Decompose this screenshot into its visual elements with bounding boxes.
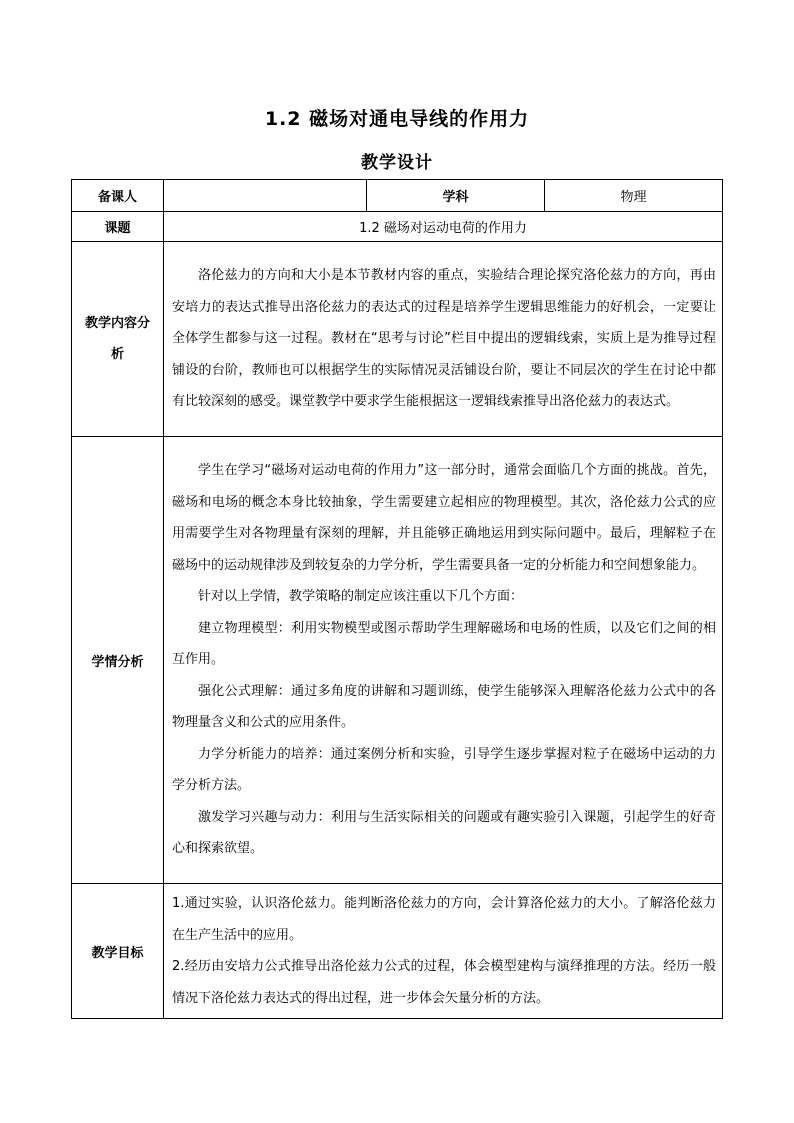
learner-analysis-row <box>72 437 723 884</box>
preparer-label: 备课人 <box>72 180 164 212</box>
document-subtitle: 教学设计 <box>361 153 433 173</box>
topic-label: 课题 <box>72 212 164 242</box>
subject-label: 学科 <box>367 180 545 212</box>
learner-analysis-text <box>164 437 723 884</box>
learner-analysis-paragraph: 学生在学习“磁场对运动电荷的作用力”这一部分时，通常会面临几个方面的挑战。首先，磁场和电场的概念本身比较抽象，学生需要建立起相应的物理模型。其次，洛伦兹力公式的应用需要学生对各物理量有深刻的理解，并且能够正确地运用到实际问题中。最后，理解粒子在磁场中的运动规律涉及到较复杂的力学分析，学生需要具备一定的分析能力和空间想象能力。 <box>172 463 716 573</box>
objectives-row <box>72 884 723 1019</box>
topic-row <box>72 212 723 242</box>
learner-analysis-paragraph: 激发学习兴趣与动力：利用与生活实际相关的问题或有趣实验引入课题，引起学生的好奇心和探索欲望。 <box>172 809 716 857</box>
subject-value: 物理 <box>545 180 723 212</box>
learner-analysis-label: 学情分析 <box>72 437 164 884</box>
learner-analysis-paragraph: 力学分析能力的培养：通过案例分析和实验，引导学生逐步掌握对粒子在磁场中运动的力学分析方法。 <box>172 746 716 794</box>
content-analysis-row <box>72 242 723 437</box>
content-analysis-label-line2: 析 <box>110 347 124 362</box>
topic-value: 1.2 磁场对运动电荷的作用力 <box>164 212 723 242</box>
objective-item: 1.通过实验，认识洛伦兹力。能判断洛伦兹力的方向，会计算洛伦兹力的大小。了解洛伦兹力在生产生活中的应用。 <box>172 896 716 943</box>
content-analysis-text <box>164 242 723 437</box>
objective-item: 2.经历由安培力公式推导出洛伦兹力公式的过程，体会模型建构与演绎推理的方法。经历一般情况下洛伦兹力表达式的得出过程，进一步体会矢量分析的方法。 <box>172 959 716 1006</box>
objectives-text <box>164 884 723 1019</box>
document-title: 1.2 磁场对通电导线的作用力 <box>264 108 530 130</box>
objectives-label: 教学目标 <box>72 884 164 1019</box>
content-analysis-paragraph: 洛伦兹力的方向和大小是本节教材内容的重点，实验结合理论探究洛伦兹力的方向，再由安培力的表达式推导出洛伦兹力的表达式的过程是培养学生逻辑思维能力的好机会，一定要让全体学生都参与这一过程。教材在“思考与讨论”栏目中提出的逻辑线索，实质上是为推导过程铺设的台阶，教师也可以根据学生的实际情况灵活铺设台阶，要让不同层次的学生在讨论中都有比较深刻的感受。课堂教学中要求学生能根据这一逻辑线索推导出洛伦兹力的表达式。 <box>172 268 716 410</box>
learner-analysis-paragraph: 针对以上学情，教学策略的制定应该注重以下几个方面： <box>198 589 524 605</box>
learner-analysis-paragraph: 强化公式理解：通过多角度的讲解和习题训练，使学生能够深入理解洛伦兹力公式中的各物理量含义和公式的应用条件。 <box>172 683 716 731</box>
learner-analysis-paragraph: 建立物理模型：利用实物模型或图示帮助学生理解磁场和电场的性质，以及它们之间的相互作用。 <box>172 620 716 668</box>
content-analysis-label-line1: 教学内容分 <box>84 316 150 331</box>
lesson-plan-table <box>71 179 723 1019</box>
preparer-row <box>72 180 723 212</box>
content-analysis-label <box>72 242 164 437</box>
preparer-value <box>164 180 367 212</box>
